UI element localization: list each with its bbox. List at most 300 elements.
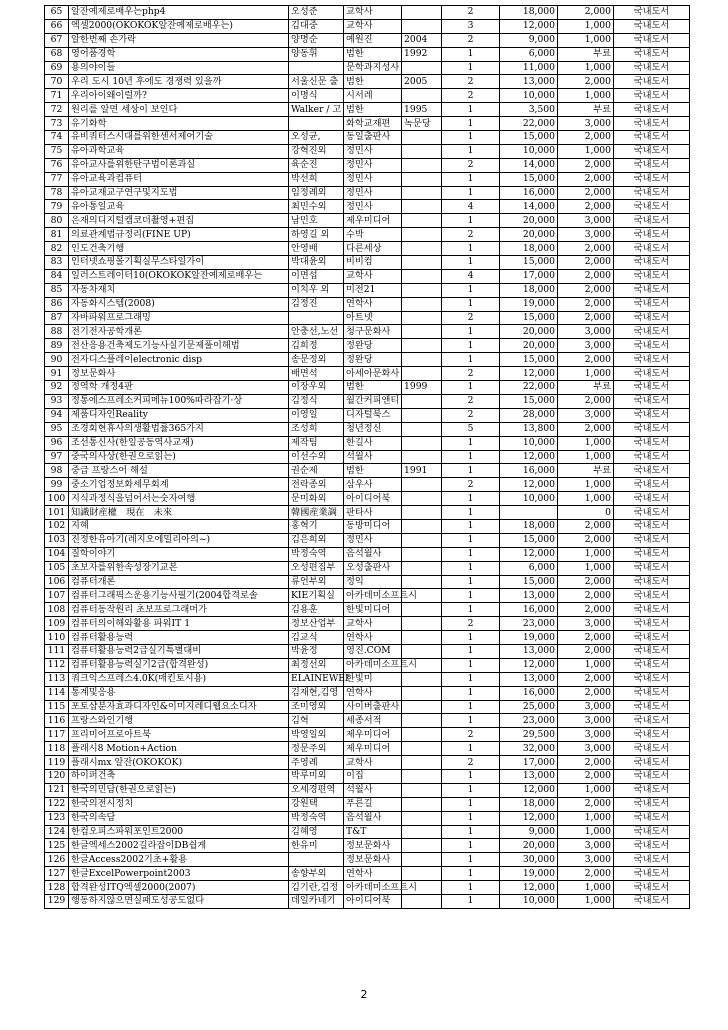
book-category: 국내도서 [614,436,690,450]
book-amount: 2,000 [558,603,614,617]
book-publisher: 비비컴 [344,256,402,270]
book-publisher: 세종서적 [344,714,402,728]
table-row [45,561,690,575]
book-title: 한국의민담(한권으로읽는) [69,783,289,797]
book-publisher: 연학사 [344,686,402,700]
book-publisher: 문학과지성사 [344,61,402,75]
row-number: 121 [45,783,69,797]
book-category: 국내도서 [614,575,690,589]
book-category: 국내도서 [614,617,690,631]
book-year [402,158,442,172]
book-volume: 1 [442,867,500,881]
book-price: 15,000 [500,172,558,186]
book-publisher: 정민사 [344,144,402,158]
book-price: 20,000 [500,214,558,228]
book-category: 국내도서 [614,533,690,547]
book-category: 국내도서 [614,478,690,492]
book-author: 권순제 [289,464,344,478]
row-number: 83 [45,256,69,270]
book-price: 18,000 [500,242,558,256]
row-number: 90 [45,353,69,367]
book-category: 국내도서 [614,603,690,617]
book-amount: 2,000 [558,297,614,311]
book-price: 20,000 [500,228,558,242]
row-number: 88 [45,325,69,339]
book-category: 국내도서 [614,311,690,325]
book-category: 국내도서 [614,339,690,353]
book-category: 국내도서 [614,756,690,770]
book-publisher: 월간커피앤티 [344,394,402,408]
book-price: 16,000 [500,186,558,200]
row-number: 75 [45,144,69,158]
book-volume: 1 [442,117,500,131]
book-title: 유비쿼터스시대를위한센서제어기술 [69,131,289,145]
book-publisher: 음석월사 [344,811,402,825]
book-author: 김혜영 [289,825,344,839]
book-volume: 2 [442,478,500,492]
book-volume: 1 [442,492,500,506]
book-price: 12,000 [500,658,558,672]
book-author: 조성희 [289,422,344,436]
book-category: 국내도서 [614,881,690,895]
row-number: 116 [45,714,69,728]
row-number: 99 [45,478,69,492]
book-author: 박대윤외 [289,256,344,270]
book-author: 박영일외 [289,728,344,742]
book-category: 국내도서 [614,394,690,408]
book-author: 박정숙역 [289,547,344,561]
book-year [402,297,442,311]
book-price: 10,000 [500,144,558,158]
book-publisher: 석월사 [344,783,402,797]
book-title: 컴퓨터활용능력2급실기특별대비 [69,644,289,658]
row-number: 86 [45,297,69,311]
book-publisher: 화학교재편 [344,117,402,131]
book-volume: 1 [442,769,500,783]
book-author: 김정식 [289,394,344,408]
table-row [45,881,690,895]
book-volume: 1 [442,700,500,714]
book-category: 국내도서 [614,742,690,756]
book-title: 알한번째 손가락 [69,33,289,47]
book-amount: 3,000 [558,839,614,853]
book-volume: 1 [442,61,500,75]
book-price: 32,000 [500,742,558,756]
book-author: KIE기획실 [289,589,344,603]
book-price: 12,000 [500,811,558,825]
book-amount: 1,000 [558,561,614,575]
book-category: 국내도서 [614,561,690,575]
book-publisher: 석월사 [344,450,402,464]
book-year [402,228,442,242]
table-row [45,547,690,561]
book-amount: 3,000 [558,728,614,742]
book-amount: 3,000 [558,325,614,339]
book-year [402,853,442,867]
book-volume: 1 [442,464,500,478]
book-category: 국내도서 [614,131,690,145]
book-amount: 2,000 [558,242,614,256]
book-volume: 4 [442,269,500,283]
book-amount: 1,000 [558,881,614,895]
book-volume: 1 [442,672,500,686]
book-author: 오세경편역 [289,783,344,797]
book-category: 국내도서 [614,631,690,645]
book-publisher: 시서레 [344,89,402,103]
row-number: 72 [45,103,69,117]
row-number: 87 [45,311,69,325]
book-author: 안영배 [289,242,344,256]
book-price: 6,000 [500,561,558,575]
book-publisher: 아이디어북 [344,492,402,506]
book-title: 전기전자공학개론 [69,325,289,339]
book-amount: 3,000 [558,714,614,728]
book-volume: 1 [442,47,500,61]
book-category: 국내도서 [614,242,690,256]
book-author: 송향부외 [289,867,344,881]
book-year [402,728,442,742]
book-amount: 부료 [558,103,614,117]
book-volume: 1 [442,297,500,311]
book-year [402,783,442,797]
book-volume: 1 [442,436,500,450]
book-volume: 1 [442,339,500,353]
book-category: 국내도서 [614,700,690,714]
book-category: 국내도서 [614,117,690,131]
book-author: 박루미외 [289,769,344,783]
book-amount: 1,000 [558,367,614,381]
book-category: 국내도서 [614,75,690,89]
book-volume: 1 [442,131,500,145]
book-category: 국내도서 [614,811,690,825]
book-author: 하영길 외 [289,228,344,242]
book-title: 정보문화사 [69,367,289,381]
book-author: 김정진 [289,297,344,311]
book-title: 일러스트레이터10(OKOKOK알잔예제로배우는 [69,269,289,283]
book-title: 한글ExcelPowerpoint2003 [69,867,289,881]
book-list-table [44,5,690,909]
book-category: 국내도서 [614,228,690,242]
book-price: 23,000 [500,714,558,728]
book-price: 13,000 [500,769,558,783]
row-number: 74 [45,131,69,145]
table-row [45,464,690,478]
book-author: 송문정외 [289,353,344,367]
book-publisher: T&T [344,825,402,839]
book-amount: 2,000 [558,131,614,145]
book-author: 강혁진외 [289,144,344,158]
row-number: 79 [45,200,69,214]
book-price: 19,000 [500,631,558,645]
book-title: 자동차재치 [69,283,289,297]
book-publisher: 교학사 [344,617,402,631]
book-volume: 2 [442,728,500,742]
table-row [45,283,690,297]
book-amount: 1,000 [558,783,614,797]
row-number: 66 [45,19,69,33]
row-number: 82 [45,242,69,256]
book-amount: 1,000 [558,492,614,506]
table-row [45,394,690,408]
book-price: 20,000 [500,339,558,353]
table-row [45,714,690,728]
book-category: 국내도서 [614,895,690,909]
book-year [402,756,442,770]
row-number: 115 [45,700,69,714]
book-price: 14,000 [500,200,558,214]
book-author [289,853,344,867]
book-title: 컴퓨터활용능력실기2급(합격완성) [69,658,289,672]
book-year [402,200,442,214]
book-price: 10,000 [500,436,558,450]
book-volume: 2 [442,89,500,103]
book-volume: 2 [442,617,500,631]
book-title: 한글엑세스2002길라잡이DB쉽게 [69,839,289,853]
book-author: 제작팀 [289,436,344,450]
book-year [402,478,442,492]
book-author [289,61,344,75]
book-author: 류언부외 [289,575,344,589]
table-row [45,895,690,909]
book-author: 홍혁기 [289,519,344,533]
book-year [402,561,442,575]
book-category: 국내도서 [614,769,690,783]
book-price: 22,000 [500,381,558,395]
table-row [45,644,690,658]
book-publisher: 정민사 [344,186,402,200]
book-year [402,519,442,533]
book-amount: 2,000 [558,797,614,811]
table-row [45,367,690,381]
table-row [45,617,690,631]
row-number: 127 [45,867,69,881]
book-amount: 2,000 [558,158,614,172]
book-title: 통계및응용 [69,686,289,700]
row-number: 124 [45,825,69,839]
book-volume: 1 [442,853,500,867]
book-year [402,631,442,645]
book-amount: 2,000 [558,686,614,700]
book-year [402,131,442,145]
book-amount: 1,000 [558,19,614,33]
book-volume: 2 [442,408,500,422]
book-volume: 1 [442,631,500,645]
table-row [45,256,690,270]
table-row [45,825,690,839]
book-publisher: 디자털북스 [344,408,402,422]
table-row [45,325,690,339]
book-title: 플래시8 Motion+Action [69,742,289,756]
book-volume: 1 [442,839,500,853]
book-publisher: 교학사 [344,19,402,33]
book-price: 29,500 [500,728,558,742]
book-amount: 3,000 [558,742,614,756]
book-title: 하이퍼건축 [69,769,289,783]
book-author: 전락종외 [289,478,344,492]
book-price: 9,000 [500,825,558,839]
book-volume: 1 [442,895,500,909]
book-title: 행동하지않으면실패도성공도없다 [69,895,289,909]
row-number: 70 [45,75,69,89]
book-year [402,408,442,422]
book-year [402,367,442,381]
book-amount: 2,000 [558,644,614,658]
row-number: 96 [45,436,69,450]
row-number: 112 [45,658,69,672]
book-author: 이영일 [289,408,344,422]
book-amount: 부료 [558,47,614,61]
book-price: 13,800 [500,422,558,436]
book-author: 최정선외 [289,658,344,672]
book-author: 문미화외 [289,492,344,506]
book-year [402,603,442,617]
book-category: 국내도서 [614,492,690,506]
book-author: 이선수외 [289,450,344,464]
book-publisher: 청구문화사 [344,325,402,339]
book-price: 15,000 [500,256,558,270]
table-row [45,186,690,200]
book-amount: 2,000 [558,311,614,325]
book-publisher: 범한 [344,103,402,117]
book-category: 국내도서 [614,408,690,422]
book-price: 10,000 [500,492,558,506]
row-number: 65 [45,6,69,20]
book-price: 18,000 [500,6,558,20]
row-number: 89 [45,339,69,353]
book-price: 12,000 [500,547,558,561]
table-row [45,144,690,158]
book-volume: 1 [442,575,500,589]
book-price: 19,000 [500,867,558,881]
book-title: 자바파워프로그래밍 [69,311,289,325]
book-volume: 2 [442,311,500,325]
book-publisher: 동일출판사 [344,131,402,145]
row-number: 129 [45,895,69,909]
book-title: 프랑스와인기행 [69,714,289,728]
book-price: 17,000 [500,269,558,283]
book-category: 국내도서 [614,256,690,270]
table-row [45,853,690,867]
book-year [402,256,442,270]
table-row [45,631,690,645]
row-number: 125 [45,839,69,853]
book-volume: 1 [442,450,500,464]
table-row [45,658,690,672]
book-author: 김기란,김정 [289,881,344,895]
book-volume: 1 [442,547,500,561]
table-row [45,61,690,75]
book-publisher: 범한 [344,75,402,89]
book-year [402,242,442,256]
table-row [45,756,690,770]
book-title: 전산응용건축제도기능사실기문제풀이해법 [69,339,289,353]
page-number: 2 [360,988,368,1001]
book-amount: 1,000 [558,658,614,672]
book-title: 지식과정식을넘어서는숫자여행 [69,492,289,506]
book-category: 국내도서 [614,89,690,103]
table-row [45,811,690,825]
book-category: 국내도서 [614,381,690,395]
book-title: 중소기업정보화세무회계 [69,478,289,492]
book-year [402,6,442,20]
book-category: 국내도서 [614,825,690,839]
table-row [45,492,690,506]
row-number: 118 [45,742,69,756]
book-year [402,19,442,33]
book-category: 국내도서 [614,47,690,61]
book-category: 국내도서 [614,644,690,658]
book-category: 국내도서 [614,464,690,478]
book-volume: 1 [442,714,500,728]
book-volume: 1 [442,325,500,339]
book-volume: 1 [442,603,500,617]
row-number: 106 [45,575,69,589]
book-publisher: 아카데미소프트시 [344,589,402,603]
table-row [45,19,690,33]
book-publisher: 아세아문화사 [344,367,402,381]
book-publisher: 연학사 [344,297,402,311]
book-year [402,742,442,756]
book-category: 국내도서 [614,519,690,533]
table-row [45,867,690,881]
table-row [45,506,690,520]
table-row [45,797,690,811]
book-author: 임정례외 [289,186,344,200]
book-author: 박정숙역 [289,811,344,825]
book-title: 전자디스플레이electronic disp [69,353,289,367]
book-amount: 3,000 [558,228,614,242]
book-amount: 2,000 [558,353,614,367]
row-number: 123 [45,811,69,825]
table-row [45,783,690,797]
table-row [45,672,690,686]
book-category: 국내도서 [614,144,690,158]
book-price: 12,000 [500,367,558,381]
row-number: 119 [45,756,69,770]
book-amount: 1,000 [558,61,614,75]
book-amount: 2,000 [558,6,614,20]
row-number: 73 [45,117,69,131]
row-number: 126 [45,853,69,867]
book-author: 김용훈 [289,603,344,617]
row-number: 76 [45,158,69,172]
book-year: 1991 [402,464,442,478]
book-price: 20,000 [500,839,558,853]
row-number: 103 [45,533,69,547]
book-publisher: 사이버출판사 [344,700,402,714]
table-row [45,450,690,464]
book-year [402,394,442,408]
row-number: 95 [45,422,69,436]
row-number: 84 [45,269,69,283]
book-volume: 1 [442,686,500,700]
book-year: 1995 [402,103,442,117]
book-price: 23,000 [500,617,558,631]
book-volume: 1 [442,533,500,547]
book-year [402,714,442,728]
book-publisher: 영진.COM [344,644,402,658]
book-year [402,186,442,200]
book-year [402,547,442,561]
book-year [402,89,442,103]
book-year [402,353,442,367]
book-year [402,617,442,631]
book-price: 9,000 [500,33,558,47]
book-title: 은재의디지털캠코더촬영+편집 [69,214,289,228]
book-volume: 1 [442,353,500,367]
row-number: 113 [45,672,69,686]
book-author: 안충선,노선 [289,325,344,339]
